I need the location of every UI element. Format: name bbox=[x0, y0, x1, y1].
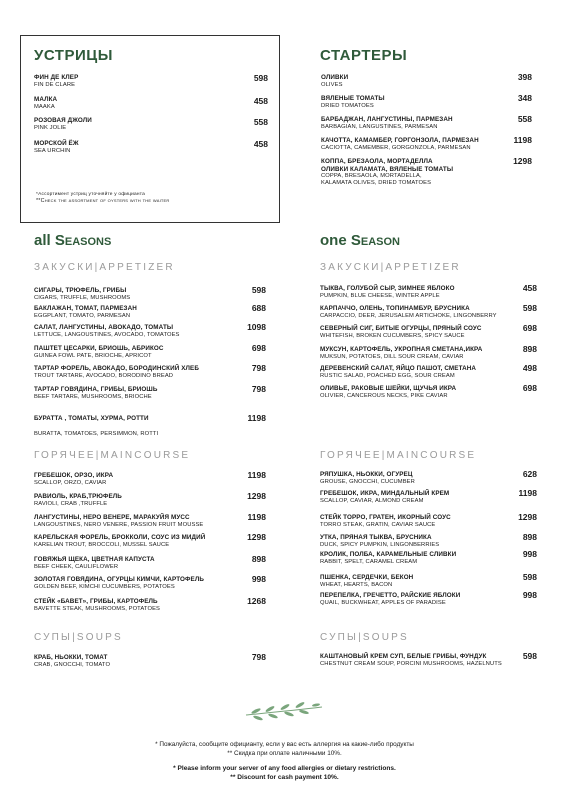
item-name: СИГАРЫ, ТРЮФЕЛЬ, ГРИБЫ bbox=[34, 287, 127, 294]
item-description: CARPACCIO, DEER, JERUSALEM ARTICHOKE, LINGONBERRY bbox=[320, 312, 497, 319]
one-season-soup-header: СУПЫ|SOUPS bbox=[320, 632, 409, 643]
item-name: РАВИОЛЬ, КРАБ,ТРЮФЕЛЬ bbox=[34, 493, 122, 500]
item-description: CIGARS, TRUFFLE, MUSHROOMS bbox=[34, 294, 131, 301]
item-price: 458 bbox=[253, 139, 268, 149]
list-item bbox=[34, 386, 157, 401]
list-item bbox=[34, 493, 122, 508]
item-description: TORRO STEAK, GRATIN, CAVIAR SAUCE bbox=[320, 521, 436, 528]
list-item bbox=[320, 653, 502, 668]
list-item: КАЧОТТА, КАМАМБЕР, ГОРГОНЗОЛА, ПАРМЕЗАН CACIOTTA, CAMEMBER, GORGONZOLA, PARMESAN bbox=[321, 137, 479, 151]
list-item bbox=[34, 556, 155, 571]
item-name: БУРАТТА , ТОМАТЫ, ХУРМА, РОТТИ bbox=[34, 415, 149, 422]
item-description: RAVIOLI, CRAB ,TRUFFLE bbox=[34, 500, 108, 507]
item-price: 998 bbox=[522, 549, 537, 559]
list-item bbox=[34, 305, 137, 320]
item-name: БАКЛАЖАН, ТОМАТ, ПАРМЕЗАН bbox=[34, 305, 137, 312]
item-description: GROUSE, GNOCCHI, CUCUMBER bbox=[320, 478, 415, 485]
item-price: 1298 bbox=[518, 512, 537, 522]
item-price: 558 bbox=[517, 114, 532, 124]
list-item bbox=[34, 324, 180, 339]
list-item bbox=[320, 325, 482, 340]
item-description: QUAIL, BUCKWHEAT, APPLES OF PARADISE bbox=[320, 599, 446, 606]
one-season-title: one SEASON bbox=[320, 232, 400, 249]
all-seasons-appetizer-header: ЗАКУСКИ|APPETIZER bbox=[34, 262, 175, 273]
list-item bbox=[34, 415, 158, 438]
item-description: PUMPKIN, BLUE CHEESE, WINTER APPLE bbox=[320, 292, 440, 299]
list-item: КОППА, БРЕЗАОЛА, МОРТАДЕЛЛА ОЛИВКИ КАЛАМАТА, ВЯЛЕНЫЕ ТОМАТЫ COPPA, BRESAOLA, MORTADELLA, KALAMATA OLIVES, DRIED TOMATOES bbox=[321, 158, 454, 186]
list-item bbox=[320, 385, 456, 400]
item-name: ТЫКВА, ГОЛУБОЙ СЫР, ЗИМНЕЕ ЯБЛОКО bbox=[320, 285, 455, 292]
item-description: MUKSUN, POTATOES, DILL SOUR CREAM, CAVIAR bbox=[320, 353, 464, 360]
starters-title: СТАРТЕРЫ bbox=[320, 47, 408, 64]
item-price: 598 bbox=[251, 285, 266, 295]
footer-allergy-en: * Please inform your server of any food allergies or dietary restrictions. bbox=[173, 765, 396, 772]
item-price: 998 bbox=[251, 574, 266, 584]
list-item bbox=[320, 305, 497, 320]
item-name: ГОВЯЖЬЯ ЩЕКА, ЦВЕТНАЯ КАПУСТА bbox=[34, 556, 155, 563]
item-name: КАШТАНОВЫЙ КРЕМ СУП, БЕЛЫЕ ГРИБЫ, ФУНДУК bbox=[320, 653, 487, 660]
item-price: 348 bbox=[517, 93, 532, 103]
item-name: ЗОЛОТАЯ ГОВЯДИНА, ОГУРЦЫ КИМЧИ, КАРТОФЕЛЬ bbox=[34, 576, 204, 583]
item-price: 798 bbox=[251, 363, 266, 373]
item-description: DUCK, SPICY PUMPKIN, LINGONBERRIES bbox=[320, 541, 440, 548]
footer-allergy-ru: * Пожалуйста, сообщите официанту, если у вас есть аллергия на какие-либо продукты bbox=[155, 741, 414, 748]
item-price: 1298 bbox=[513, 156, 532, 166]
item-name: ДЕРЕВЕНСКИЙ САЛАТ, ЯЙЦО ПАШОТ, СМЕТАНА bbox=[320, 365, 477, 372]
list-item bbox=[34, 365, 199, 380]
item-description: CRAB, GNOCCHI, TOMATO bbox=[34, 661, 111, 668]
item-price: 798 bbox=[251, 384, 266, 394]
item-description: BEEF TARTARE, MUSHROOMS, BRIOCHE bbox=[34, 393, 152, 400]
list-item bbox=[320, 490, 449, 505]
item-price: 998 bbox=[522, 590, 537, 600]
item-price: 698 bbox=[522, 383, 537, 393]
item-name: ПЕРЕПЕЛКА, ГРЕЧЕТТО, РАЙСКИЕ ЯБЛОКИ bbox=[320, 592, 461, 599]
item-price: 898 bbox=[251, 554, 266, 564]
item-description: BEEF CHEEK, CAULIFLOWER bbox=[34, 563, 119, 570]
item-price: 598 bbox=[253, 73, 268, 83]
item-price: 898 bbox=[522, 344, 537, 354]
oysters-title: УСТРИЦЫ bbox=[34, 47, 113, 64]
item-description: LETTUCE, LANGOUSTINES, AVOCADO, TOMATOES bbox=[34, 331, 180, 338]
list-item bbox=[320, 592, 460, 607]
list-item bbox=[320, 514, 451, 529]
item-price: 628 bbox=[522, 469, 537, 479]
all-seasons-title: all SEASONS bbox=[34, 232, 112, 249]
list-item bbox=[34, 654, 110, 669]
item-price: 1198 bbox=[247, 512, 266, 522]
footer-discount-ru: ** Скидка при оплате наличными 10%. bbox=[227, 750, 342, 757]
list-item bbox=[34, 534, 205, 549]
item-price: 1268 bbox=[247, 596, 266, 606]
all-seasons-soup-header: СУПЫ|SOUPS bbox=[34, 632, 123, 643]
list-item bbox=[320, 285, 455, 300]
list-item: БАРБАДЖАН, ЛАНГУСТИНЫ, ПАРМЕЗАН BARBAGIAN, LANGUSTINES, PARMESAN bbox=[321, 116, 453, 130]
list-item bbox=[320, 471, 415, 486]
item-description: RUSTIC SALAD, POACHED EGG, SOUR CREAM bbox=[320, 372, 455, 379]
list-item bbox=[320, 574, 413, 589]
list-item bbox=[34, 345, 164, 360]
item-price: 598 bbox=[522, 572, 537, 582]
list-item bbox=[320, 346, 482, 361]
oysters-note: *Ассортимент устриц уточняйте у официанта bbox=[36, 192, 145, 197]
item-description: EGGPLANT, TOMATO, PARMESAN bbox=[34, 312, 131, 319]
item-price: 1198 bbox=[247, 413, 266, 423]
item-price: 498 bbox=[522, 363, 537, 373]
item-description: KARELIAN TROUT, BROCCOLI, MUSSEL SAUCE bbox=[34, 541, 170, 548]
item-name: ТАРТАР ГОВЯДИНА, ГРИБЫ, БРИОШЬ bbox=[34, 386, 158, 393]
item-name: РЯПУШКА, НЬОККИ, ОГУРЕЦ bbox=[320, 471, 413, 478]
list-item: ФИН ДЕ КЛЕР FIN DE CLARE bbox=[34, 74, 79, 88]
item-name: СТЕЙК «БАВЕТ», ГРИБЫ, КАРТОФЕЛЬ bbox=[34, 598, 158, 605]
item-price: 1298 bbox=[247, 491, 266, 501]
one-season-main-header: ГОРЯЧЕЕ|MAINCOURSE bbox=[320, 450, 477, 461]
item-name: ПАШТЕТ ЦЕСАРКИ, БРИОШЬ, АБРИКОС bbox=[34, 345, 164, 352]
item-name: ГРЕБЕШОК, ОРЗО, ИКРА bbox=[34, 472, 114, 479]
item-name: ТАРТАР ФОРЕЛЬ, АВОКАДО, БОРОДИНСКИЙ ХЛЕБ bbox=[34, 365, 199, 372]
item-price: 398 bbox=[517, 72, 532, 82]
item-name: КАРПАЧЧО, ОЛЕНЬ, ТОПИНАМБУР, БРУСНИКА bbox=[320, 305, 470, 312]
item-price: 798 bbox=[251, 652, 266, 662]
item-description: CHESTNUT CREAM SOUP, PORCINI MUSHROOMS, HAZELNUTS bbox=[320, 660, 502, 667]
item-price: 898 bbox=[522, 532, 537, 542]
item-price: 1098 bbox=[247, 322, 266, 332]
item-description: SCALLOP, ORZO, CAVIAR bbox=[34, 479, 107, 486]
item-description: RABBIT, SPELT, CARAMEL CREAM bbox=[320, 558, 418, 565]
item-price: 1198 bbox=[518, 488, 537, 498]
list-item: РОЗОВАЯ ДЖОЛИ PINK JOLIE bbox=[34, 117, 92, 131]
item-price: 698 bbox=[522, 323, 537, 333]
item-description: GOLDEN BEEF, KIMCHI CUCUMBERS, POTATOES bbox=[34, 583, 175, 590]
item-name: УТКА, ПРЯНАЯ ТЫКВА, БРУСНИКА bbox=[320, 534, 432, 541]
list-item bbox=[34, 472, 113, 487]
item-description: WHITEFISH, BROKEN CUCUMBERS, SPICY SAUCE bbox=[320, 332, 465, 339]
item-name: МУКСУН, КАРТОФЕЛЬ, УКРОПНАЯ СМЕТАНА,ИКРА bbox=[320, 346, 483, 353]
item-description: BURATTA, TOMATOES, PERSIMMON, ROTTI bbox=[34, 430, 159, 437]
item-price: 458 bbox=[253, 96, 268, 106]
item-price: 598 bbox=[522, 303, 537, 313]
item-name: ОЛИВЬЕ, РАКОВЫЕ ШЕЙКИ, ЩУЧЬЯ ИКРА bbox=[320, 385, 457, 392]
item-price: 1198 bbox=[247, 470, 266, 480]
item-name: СТЕЙК ТОРРО, ГРАТЕН, ИКОРНЫЙ СОУС bbox=[320, 514, 451, 521]
list-item bbox=[34, 598, 160, 613]
item-name: ГРЕБЕШОК, ИКРА, МИНДАЛЬНЫЙ КРЕМ bbox=[320, 490, 450, 497]
list-item bbox=[320, 365, 476, 380]
item-name: САЛАТ, ЛАНГУСТИНЫ, АВОКАДО, ТОМАТЫ bbox=[34, 324, 174, 331]
list-item: МАЛКА MAAKA bbox=[34, 96, 58, 110]
list-item: ВЯЛЕНЫЕ ТОМАТЫ DRIED TOMATOES bbox=[321, 95, 385, 109]
item-price: 1198 bbox=[513, 135, 532, 145]
one-season-appetizer-header: ЗАКУСКИ|APPETIZER bbox=[320, 262, 461, 273]
item-price: 558 bbox=[253, 117, 268, 127]
item-name: КРОЛИК, ПОЛБА, КАРАМЕЛЬНЫЕ СЛИВКИ bbox=[320, 551, 457, 558]
item-description: LANGOUSTINES, NERO VENERE, PASSION FRUIT MOUSSE bbox=[34, 521, 204, 528]
item-name: КАРЕЛЬСКАЯ ФОРЕЛЬ, БРОККОЛИ, СОУС ИЗ МИДИЙ bbox=[34, 534, 206, 541]
item-price: 458 bbox=[522, 283, 537, 293]
list-item bbox=[34, 576, 204, 591]
item-price: 598 bbox=[522, 651, 537, 661]
item-price: 688 bbox=[251, 303, 266, 313]
item-description: TROUT TARTARE, AVOCADO, BORODINO BREAD bbox=[34, 372, 174, 379]
list-item: ОЛИВКИ OLIVES bbox=[321, 74, 349, 88]
item-description: GUINEA FOWL PATE, BRIOCHE, APRICOT bbox=[34, 352, 152, 359]
item-description: WHEAT, HEARTS, BACON bbox=[320, 581, 393, 588]
list-item bbox=[34, 514, 203, 529]
item-price: 1298 bbox=[247, 532, 266, 542]
item-name: КРАБ, НЬОККИ, ТОМАТ bbox=[34, 654, 108, 661]
item-description: OLIVIER, CANCEROUS NECKS, PIKE CAVIAR bbox=[320, 392, 448, 399]
list-item: МОРСКОЙ ЁЖ SEA URCHIN bbox=[34, 140, 79, 154]
oysters-note-en: **Check the assortment of oysters with the waiter bbox=[36, 198, 170, 204]
item-description: SCALLOP, CAVIAR, ALMOND CREAM bbox=[320, 497, 424, 504]
item-name: ЛАНГУСТИНЫ, НЕРО ВЕНЕРЕ, МАРАКУЙЯ МУСС bbox=[34, 514, 190, 521]
item-price: 698 bbox=[251, 343, 266, 353]
item-name: ПШЕНКА, СЕРДЕЧКИ, БЕКОН bbox=[320, 574, 414, 581]
list-item bbox=[320, 534, 439, 549]
list-item bbox=[320, 551, 456, 566]
list-item bbox=[34, 287, 130, 302]
olive-branch-icon bbox=[244, 701, 324, 723]
footer-discount-en: ** Discount for cash payment 10%. bbox=[230, 774, 339, 781]
item-description: BAVETTE STEAK, MUSHROOMS, POTATOES bbox=[34, 605, 161, 612]
item-name: СЕВЕРНЫЙ СИГ, БИТЫЕ ОГУРЦЫ, ПРЯНЫЙ СОУС bbox=[320, 325, 482, 332]
all-seasons-main-header: ГОРЯЧЕЕ|MAINCOURSE bbox=[34, 450, 191, 461]
